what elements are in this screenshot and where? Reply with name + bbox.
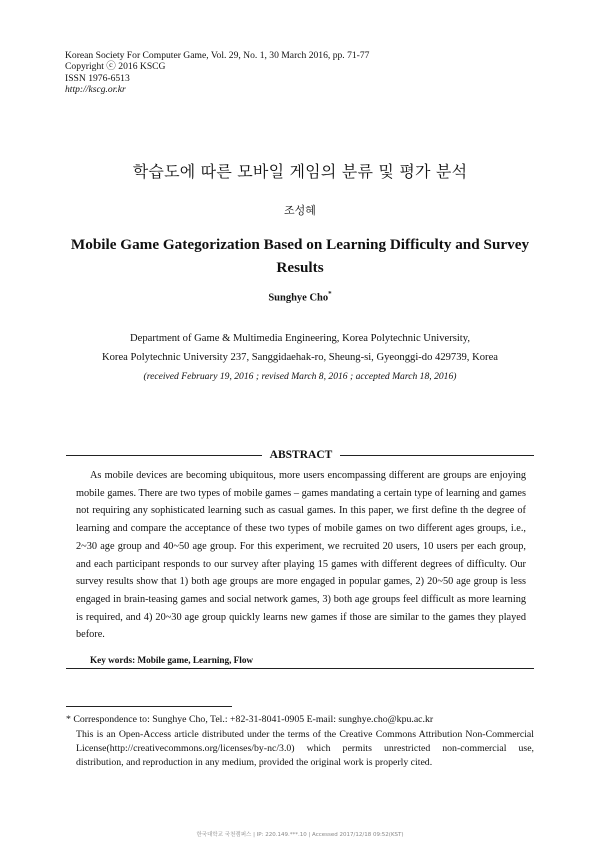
author-name: Sunghye Cho: [268, 292, 329, 304]
submission-dates: (received February 19, 2016 ; revised March 8, 2016 ; accepted March 18, 2016): [143, 371, 457, 382]
english-author: [0, 290, 600, 304]
abstract-heading: ABSTRACT: [269, 449, 333, 461]
affiliation: [60, 329, 540, 367]
abstract-rule-left: [66, 455, 262, 456]
keywords: Key words: Mobile game, Learning, Flow: [90, 655, 254, 665]
journal-url[interactable]: http://kscg.or.kr: [65, 84, 126, 96]
license-footnote: This is an Open-Access article distributed under the terms of the Creative Commons Attribution Non-Commercial License(http://creativecommons.org/licenses/by-nc/3.0) which permits unrestricted non-commercial use, distribution, and reproduction in any medium, provided the original work is properly cited.: [76, 729, 534, 768]
journal-copyright: Copyright ⓒ 2016 KSCG: [65, 61, 166, 73]
english-title: Mobile Game Gategorization Based on Learning Difficulty and Survey Results: [70, 236, 530, 276]
author-footnote-mark: *: [328, 290, 332, 298]
footnote-rule: [66, 706, 232, 707]
korean-author: 조성혜: [284, 204, 316, 217]
affiliation-line-1: Department of Game & Multimedia Engineering, Korea Polytechnic University,: [130, 333, 470, 344]
abstract-rule-right: [340, 455, 534, 456]
abstract-body: As mobile devices are becoming ubiquitous, more users encompassing different are groups are enjoying mobile games. There are two types of mobile games – games mandating a certain type of learning and games not requiring any sophisticated learning such as casual games. In this paper, we first define th the degree of learning and compare the acceptance of these two types of mobile games on two different ages groups, i.e., 2~30 age group and 40~50 age group. For this experiment, we recruited 20 users, 10 users per each group, and each participant responds to our survey after playing 15 games with different degrees of difficulty. Our survey results show that 1) both age groups are more engaged in popular games, 2) 20~50 age group is less engaged in brain-teasing games and social network games, 3) both age groups feel difficult as more learning is required, and 4) 20~30 age group quickly learns new games if those are similar to the games they played before.: [76, 470, 526, 641]
affiliation-line-2: Korea Polytechnic University 237, Sanggidaehak-ro, Sheung-si, Gyeonggi-do 429739, Korea: [101, 352, 498, 363]
journal-issn: ISSN 1976-6513: [65, 72, 130, 84]
journal-header: [65, 50, 485, 96]
correspondence-footnote: * Correspondence to: Sunghye Cho, Tel.: +82-31-8041-0905 E-mail: sunghye.cho@kpu.ac.kr: [66, 714, 434, 725]
journal-citation: Korean Society For Computer Game, Vol. 29, No. 1, 30 March 2016, pp. 71-77: [65, 50, 370, 61]
keywords-rule: [66, 668, 534, 669]
korean-title: 학습도에 따른 모바일 게임의 분류 및 평가 분석: [132, 162, 468, 181]
access-stamp: 한국대학교 국천캠퍼스 | IP: 220.149.***.10 | Accessed 2017/12/18 09:52(KST): [196, 832, 404, 838]
